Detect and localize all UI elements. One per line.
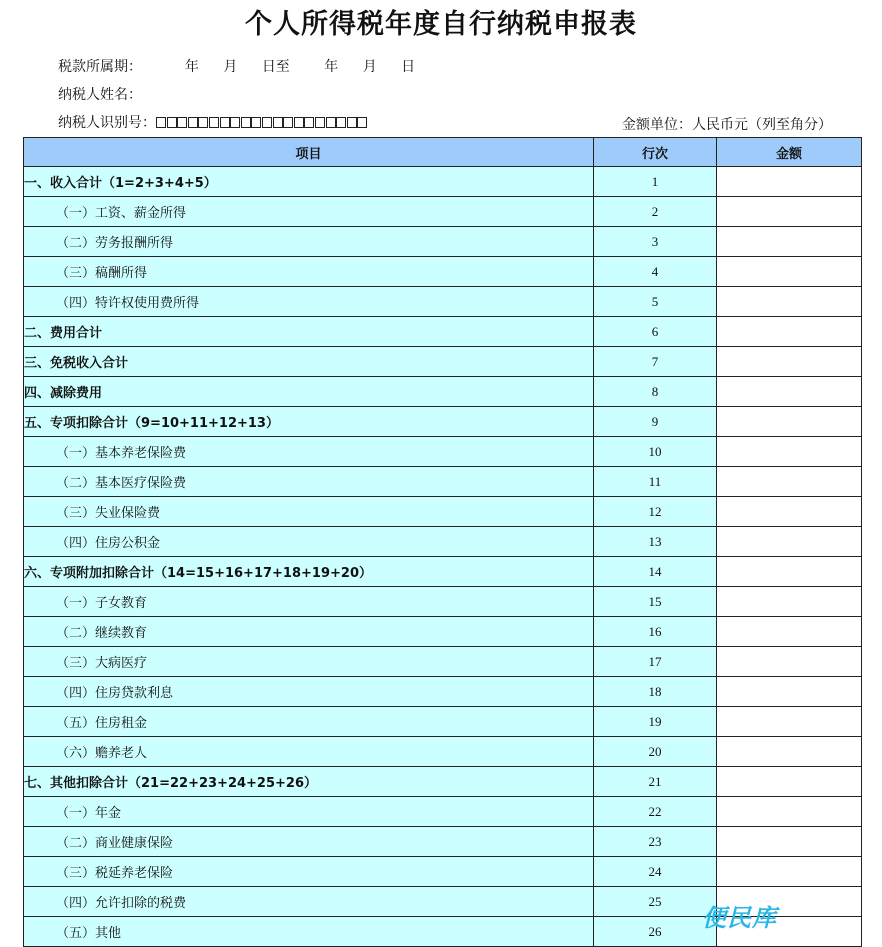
watermark-logo: 便民库 — [702, 904, 777, 932]
form-title: 个人所得税年度自行纳税申报表 — [245, 9, 637, 40]
row-line-number: 19 — [594, 707, 717, 737]
row-amount-cell[interactable] — [717, 287, 862, 317]
row-line-number: 1 — [594, 167, 717, 197]
taxpayer-id-label: 纳税人识别号： — [58, 115, 156, 131]
row-item-label: （一）年金 — [24, 797, 594, 827]
row-line-number: 11 — [594, 467, 717, 497]
row-item-label: （四）住房公积金 — [24, 527, 594, 557]
taxpayer-id-box[interactable] — [326, 117, 336, 128]
tax-period-row — [58, 58, 415, 76]
row-amount-cell[interactable] — [717, 227, 862, 257]
row-line-number: 8 — [594, 377, 717, 407]
row-item-label: （二）继续教育 — [24, 617, 594, 647]
taxpayer-id-box[interactable] — [347, 117, 357, 128]
row-amount-cell[interactable] — [717, 797, 862, 827]
taxpayer-id-boxes[interactable] — [156, 114, 368, 132]
taxpayer-id-box[interactable] — [251, 117, 261, 128]
table-row — [24, 797, 862, 827]
row-amount-cell[interactable] — [717, 707, 862, 737]
period-start-month: 月 — [223, 59, 238, 75]
row-item-label: （二）劳务报酬所得 — [24, 227, 594, 257]
row-line-number: 10 — [594, 437, 717, 467]
row-line-number: 15 — [594, 587, 717, 617]
taxpayer-id-box[interactable] — [198, 117, 208, 128]
taxpayer-name-label: 纳税人姓名： — [58, 87, 142, 103]
row-item-label: （三）税延养老保险 — [24, 857, 594, 887]
taxpayer-id-box[interactable] — [156, 117, 166, 128]
row-amount-cell[interactable] — [717, 587, 862, 617]
row-line-number: 9 — [594, 407, 717, 437]
row-amount-cell[interactable] — [717, 257, 862, 287]
row-line-number: 26 — [594, 917, 717, 947]
row-item-label: 一、收入合计（1=2+3+4+5） — [24, 167, 594, 197]
row-amount-cell[interactable] — [717, 317, 862, 347]
row-item-label: 五、专项扣除合计（9=10+11+12+13） — [24, 407, 594, 437]
row-line-number: 21 — [594, 767, 717, 797]
row-item-label: （五）住房租金 — [24, 707, 594, 737]
taxpayer-id-box[interactable] — [262, 117, 272, 128]
table-row — [24, 617, 862, 647]
header-line-number: 行次 — [594, 138, 717, 167]
row-line-number: 17 — [594, 647, 717, 677]
row-line-number: 6 — [594, 317, 717, 347]
taxpayer-id-box[interactable] — [304, 117, 314, 128]
row-line-number: 14 — [594, 557, 717, 587]
table-row — [24, 737, 862, 767]
period-end-year: 年 — [324, 59, 339, 75]
table-row — [24, 557, 862, 587]
row-item-label: （四）允许扣除的税费 — [24, 887, 594, 917]
period-start-day-to: 日至 — [261, 59, 290, 75]
taxpayer-id-box[interactable] — [167, 117, 177, 128]
table-row — [24, 467, 862, 497]
table-row — [24, 767, 862, 797]
header-item: 项目 — [24, 138, 594, 167]
taxpayer-id-box[interactable] — [220, 117, 230, 128]
row-item-label: （六）赡养老人 — [24, 737, 594, 767]
row-item-label: 三、免税收入合计 — [24, 347, 594, 377]
table-row — [24, 317, 862, 347]
row-amount-cell[interactable] — [717, 857, 862, 887]
taxpayer-id-box[interactable] — [230, 117, 240, 128]
row-amount-cell[interactable] — [717, 557, 862, 587]
taxpayer-id-box[interactable] — [188, 117, 198, 128]
taxpayer-id-box[interactable] — [294, 117, 304, 128]
table-row — [24, 197, 862, 227]
row-line-number: 23 — [594, 827, 717, 857]
row-item-label: （一）基本养老保险费 — [24, 437, 594, 467]
row-amount-cell[interactable] — [717, 827, 862, 857]
row-amount-cell[interactable] — [717, 167, 862, 197]
row-amount-cell[interactable] — [717, 197, 862, 227]
table-row — [24, 677, 862, 707]
row-item-label: 七、其他扣除合计（21=22+23+24+25+26） — [24, 767, 594, 797]
table-row — [24, 227, 862, 257]
row-item-label: （三）失业保险费 — [24, 497, 594, 527]
period-end-month: 月 — [362, 59, 377, 75]
taxpayer-id-box[interactable] — [336, 117, 346, 128]
taxpayer-id-box[interactable] — [273, 117, 283, 128]
row-amount-cell[interactable] — [717, 377, 862, 407]
row-item-label: （二）商业健康保险 — [24, 827, 594, 857]
row-line-number: 25 — [594, 887, 717, 917]
row-line-number: 20 — [594, 737, 717, 767]
period-start-year: 年 — [184, 59, 199, 75]
row-amount-cell[interactable] — [717, 617, 862, 647]
table-row — [24, 407, 862, 437]
row-line-number: 24 — [594, 857, 717, 887]
taxpayer-name-row — [58, 86, 142, 104]
row-line-number: 13 — [594, 527, 717, 557]
row-amount-cell[interactable] — [717, 737, 862, 767]
taxpayer-id-box[interactable] — [241, 117, 251, 128]
row-item-label: （一）子女教育 — [24, 587, 594, 617]
row-item-label: （一）工资、薪金所得 — [24, 197, 594, 227]
row-line-number: 4 — [594, 257, 717, 287]
row-item-label: （二）基本医疗保险费 — [24, 467, 594, 497]
row-line-number: 2 — [594, 197, 717, 227]
row-amount-cell[interactable] — [717, 767, 862, 797]
table-row — [24, 257, 862, 287]
row-line-number: 16 — [594, 617, 717, 647]
tax-period-label: 税款所属期： — [58, 59, 142, 75]
taxpayer-id-box[interactable] — [209, 117, 219, 128]
row-item-label: 二、费用合计 — [24, 317, 594, 347]
row-item-label: （三）稿酬所得 — [24, 257, 594, 287]
row-amount-cell[interactable] — [717, 437, 862, 467]
taxpayer-id-row — [58, 114, 368, 132]
table-row — [24, 707, 862, 737]
row-line-number: 5 — [594, 287, 717, 317]
table-header-row — [24, 138, 862, 167]
row-amount-cell[interactable] — [717, 527, 862, 557]
table-row — [24, 347, 862, 377]
table-row — [24, 857, 862, 887]
row-line-number: 12 — [594, 497, 717, 527]
row-line-number: 22 — [594, 797, 717, 827]
table-row — [24, 827, 862, 857]
table-row — [24, 377, 862, 407]
row-line-number: 7 — [594, 347, 717, 377]
taxpayer-id-box[interactable] — [357, 117, 367, 128]
row-amount-cell[interactable] — [717, 647, 862, 677]
table-row — [24, 587, 862, 617]
table-row — [24, 497, 862, 527]
row-item-label: 四、减除费用 — [24, 377, 594, 407]
row-item-label: （三）大病医疗 — [24, 647, 594, 677]
row-amount-cell[interactable] — [717, 497, 862, 527]
row-amount-cell[interactable] — [717, 347, 862, 377]
table-row — [24, 167, 862, 197]
table-row — [24, 527, 862, 557]
header-amount: 金额 — [717, 138, 862, 167]
row-amount-cell[interactable] — [717, 407, 862, 437]
row-item-label: （五）其他 — [24, 917, 594, 947]
table-row — [24, 437, 862, 467]
taxpayer-id-box[interactable] — [283, 117, 293, 128]
row-item-label: （四）住房贷款利息 — [24, 677, 594, 707]
row-item-label: 六、专项附加扣除合计（14=15+16+17+18+19+20） — [24, 557, 594, 587]
row-amount-cell[interactable] — [717, 467, 862, 497]
taxpayer-id-box[interactable] — [315, 117, 325, 128]
row-line-number: 18 — [594, 677, 717, 707]
table-row — [24, 647, 862, 677]
row-item-label: （四）特许权使用费所得 — [24, 287, 594, 317]
period-end-day: 日 — [401, 59, 416, 75]
row-amount-cell[interactable] — [717, 677, 862, 707]
row-line-number: 3 — [594, 227, 717, 257]
taxpayer-id-box[interactable] — [177, 117, 187, 128]
currency-unit-note: 金额单位：人民币元（列至角分） — [622, 117, 832, 133]
table-row — [24, 287, 862, 317]
tax-return-table — [23, 137, 862, 947]
